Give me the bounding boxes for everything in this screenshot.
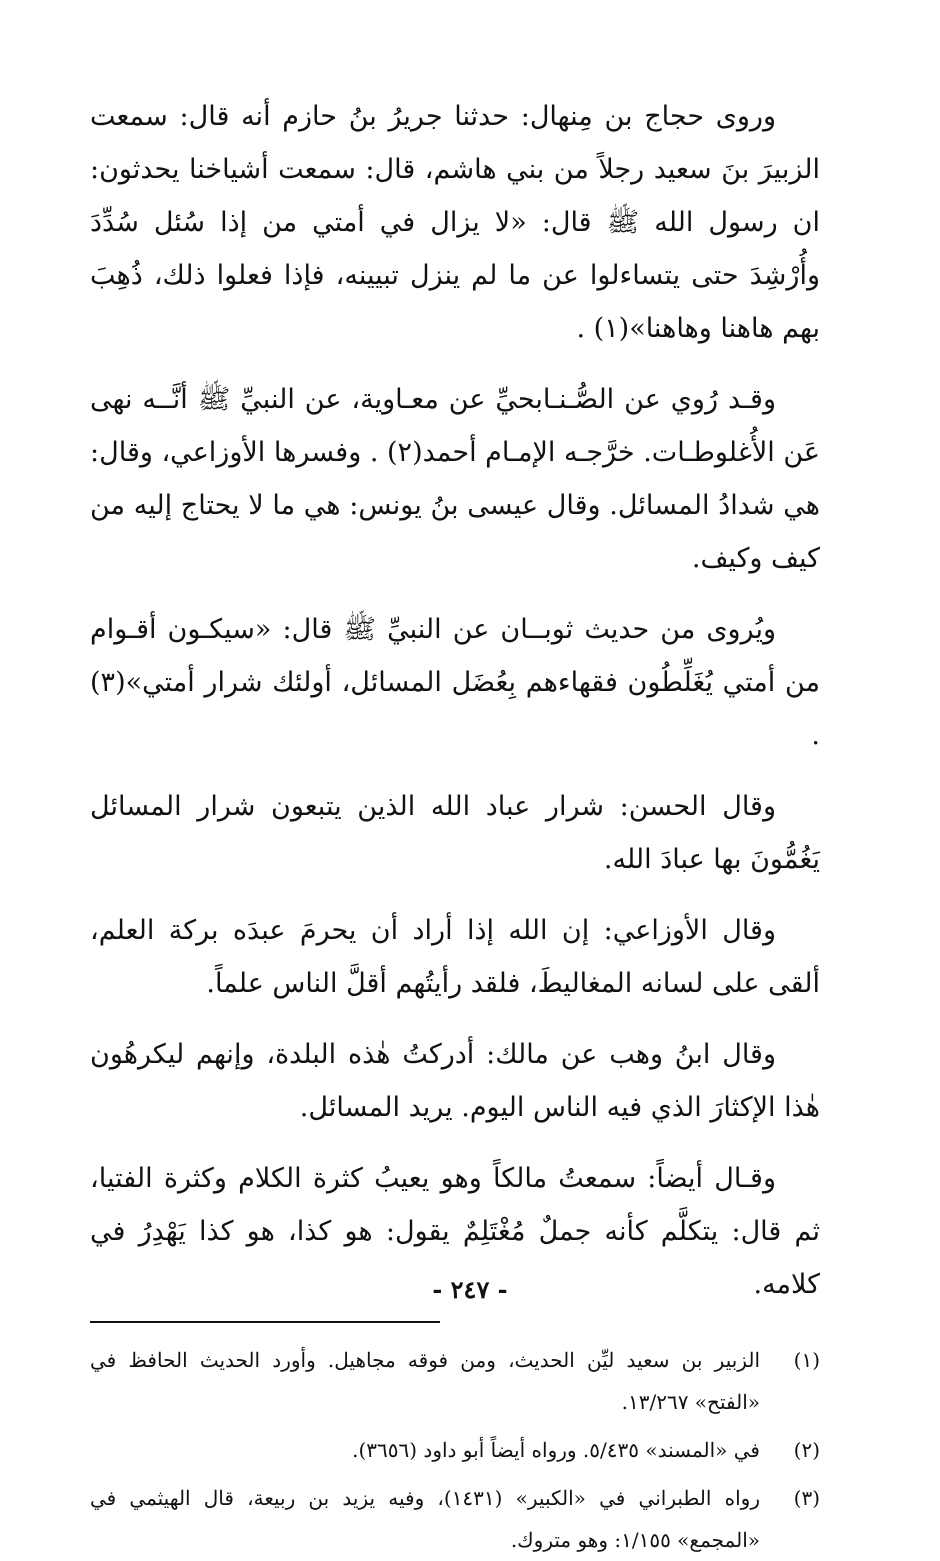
footnotes (90, 1339, 820, 1561)
paragraph-ibn-wahb-malik: وقال ابنُ وهب عن مالك: أدركتُ هٰذه البلدة، وإنهم ليكرهُون هٰذا الإكثارَ الذي فيه الناس اليوم. يريد المسائل. (90, 1039, 820, 1123)
paragraph-malik-saying: وقـال أيضاً: سمعتُ مالكاً وهو يعيبُ كثرة الكلام وكثرة الفتيا، ثم قال: يتكلَّم كأنه جملٌ مُغْتَلِمٌ يقول: هو كذا، هو كذا يَهْدِرُ في كلامه. (90, 1163, 820, 1300)
footnote-number: (٣) (793, 1486, 820, 1510)
footnote-divider (90, 1321, 440, 1323)
paragraph-hajjaj-narration: وروى حجاج بن مِنهال: حدثنا جريرُ بنُ حازم أنه قال: سمعت الزبيرَ بنَ سعيد رجلاً من بني هاشم، قال: سمعت أشياخنا يحدثون: ان رسول الله ﷺ قال: «لا يزال في أمتي من إذا سُئل سُدِّدَ وأُرْشِدَ حتى يتساءلوا عن ما لم ينزل تبيينه، فإذا فعلوا ذلك، ذُهِبَ بهم هاهنا وهاهنا»(١) . (90, 101, 820, 344)
page-number: - ٢٤٧ - (432, 1275, 508, 1304)
footnote-number: (٢) (793, 1438, 820, 1462)
paragraph-hasan-saying: وقال الحسن: شرار عباد الله الذين يتبعون شرار المسائل يَغُمُّونَ بها عبادَ الله. (90, 791, 820, 875)
footnote-text: الزبير بن سعيد ليِّن الحديث، ومن فوقه مجاهيل. وأورد الحديث الحافظ في «الفتح» ١٣/٢٦٧. (90, 1348, 760, 1414)
footnote-1 (90, 1339, 820, 1423)
footnote-text: في «المسند» ٥/٤٣٥. ورواه أيضاً أبو داود (٣٦٥٦). (352, 1438, 760, 1462)
footnote-number: (١) (793, 1348, 820, 1372)
paragraph-thawban-narration: ويُروى من حديث ثوبــان عن النبيِّ ﷺ قال: «سيكـون أقـوام من أمتي يُغَلِّطُون فقهاءهم بِعُضَل المسائل، أولئك شرار أمتي»(٣) . (90, 614, 820, 751)
footnote-3 (90, 1477, 820, 1561)
paragraph-awzai-saying: وقال الأوزاعي: إن الله إذا أراد أن يحرمَ عبدَه بركة العلم، ألقى على لسانه المغاليطَ، فلقد رأيتُهم أقلَّ الناس علماً. (90, 915, 820, 999)
paragraph-sunabihi-narration: وقـد رُوي عن الصُّـنـابحيِّ عن معـاوية، عن النبيِّ ﷺ أنَّــه نهى عَن الأُغلوطـات. خرَّجـه الإمـام أحمد(٢) . وفسرها الأوزاعي، وقال: هي شدادُ المسائل. وقال عيسى بنُ يونس: هي ما لا يحتاج إليه من كيف وكيف. (90, 384, 820, 574)
footnote-2 (90, 1429, 820, 1471)
main-text (90, 90, 820, 1311)
footnote-text: رواه الطبراني في «الكبير» (١٤٣١)، وفيه يزيد بن ربيعة، قال الهيثمي في «المجمع» ١/١٥٥: وهو متروك. (90, 1486, 760, 1552)
book-page (90, 90, 820, 1552)
